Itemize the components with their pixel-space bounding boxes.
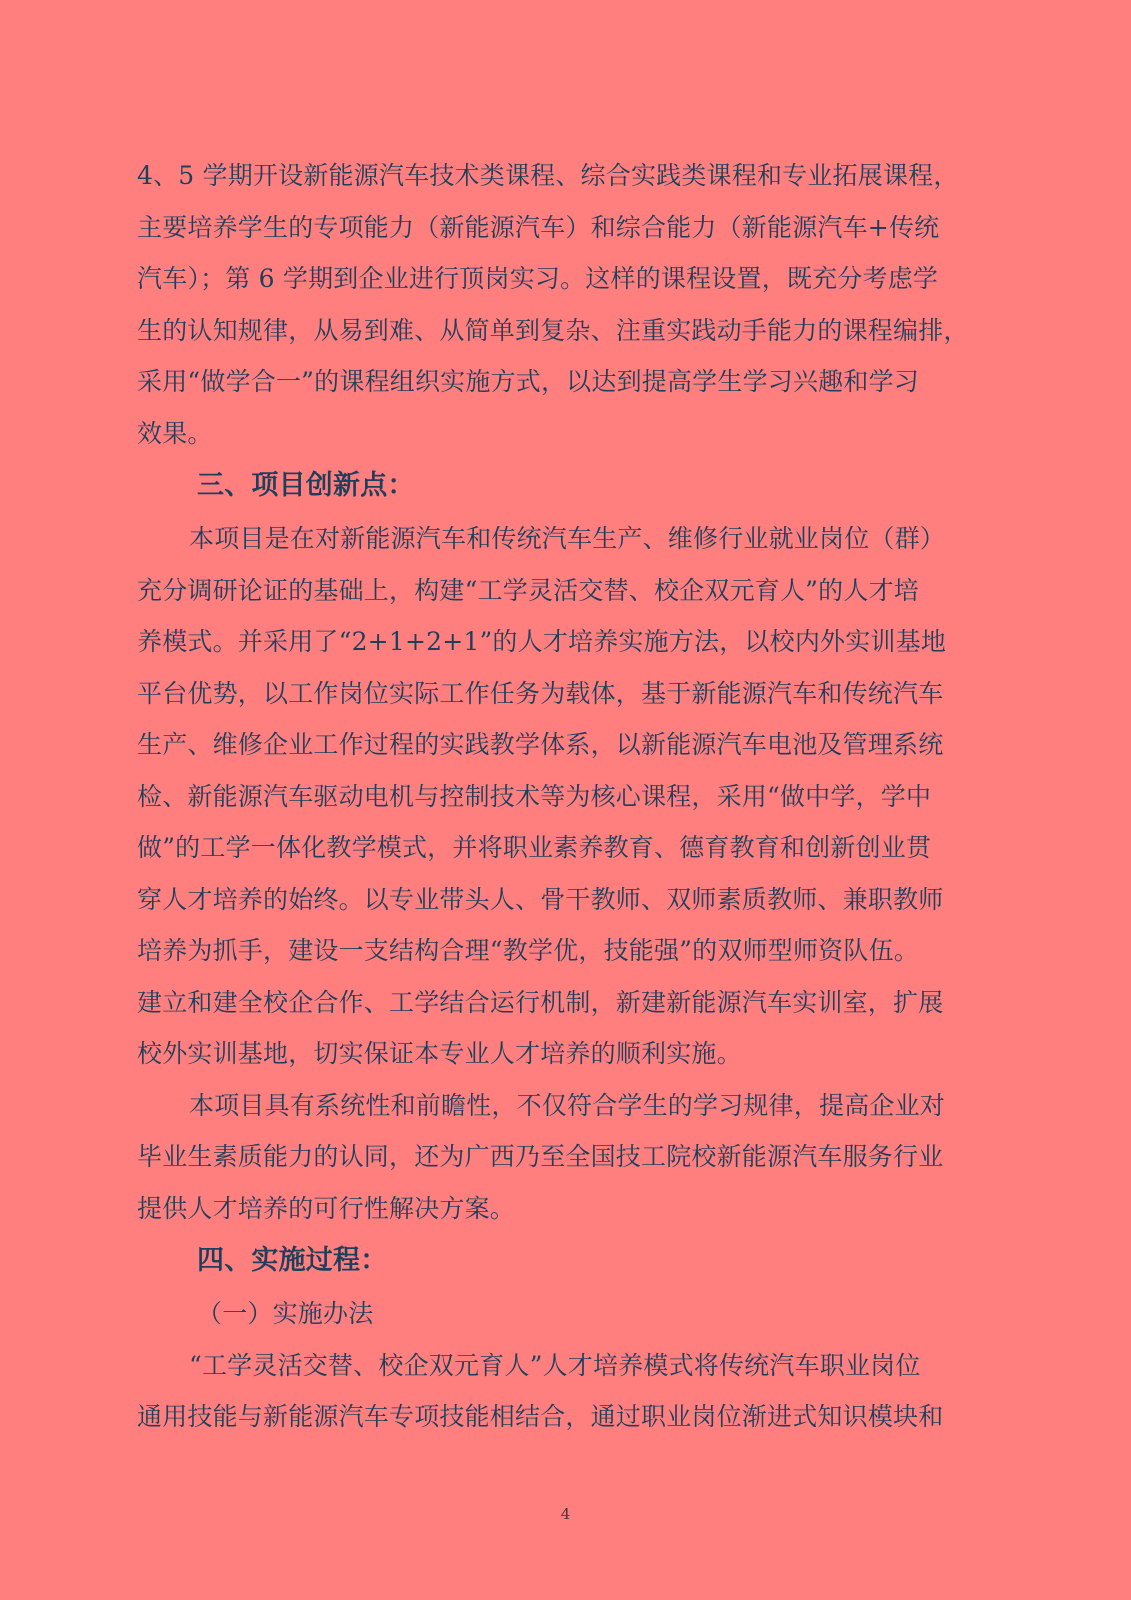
text-line: “工学灵活交替、校企双元育人”人才培养模式将传统汽车职业岗位 xyxy=(189,1350,921,1380)
text-line: 做”的工学一体化教学模式，并将职业素养教育、德育教育和创新创业贯 xyxy=(137,833,932,862)
paragraph-significance xyxy=(137,1080,997,1235)
text-line: 校外实训基地，切实保证本专业人才培养的顺利实施。 xyxy=(137,1039,742,1068)
text-line: 生产、维修企业工作过程的实践教学体系，以新能源汽车电池及管理系统 xyxy=(137,730,944,759)
document-body xyxy=(137,150,997,1443)
text-line: 提供人才培养的可行性解决方案。 xyxy=(137,1193,516,1223)
text-line: 培养为抓手，建设一支结构合理“教学优，技能强”的双师型师资队伍。 xyxy=(137,936,919,965)
paragraph-methods xyxy=(137,1340,997,1443)
paragraph-innovation xyxy=(137,513,997,1080)
text-line: 穿人才培养的始终。以专业带头人、骨干教师、双师素质教师、兼职教师 xyxy=(137,884,944,914)
text-line: 平台优势，以工作岗位实际工作任务为载体，基于新能源汽车和传统汽车 xyxy=(137,678,944,708)
text-line: 养模式。并采用了“2+1+2+1”的人才培养实施方法，以校内外实训基地 xyxy=(137,627,947,656)
page-number: 4 xyxy=(560,1505,571,1523)
text-line: 通用技能与新能源汽车专项技能相结合，通过职业岗位渐进式知识模块和 xyxy=(137,1402,944,1431)
subsection-heading-methods: （一）实施办法 xyxy=(197,1299,374,1328)
text-line: 建立和建全校企合作、工学结合运行机制，新建新能源汽车实训室，扩展 xyxy=(137,987,944,1017)
text-line: 生的认知规律，从易到难、从简单到复杂、注重实践动手能力的课程编排， xyxy=(137,315,969,345)
section-heading-innovation: 三、项目创新点： xyxy=(197,470,415,501)
text-line: 主要培养学生的专项能力（新能源汽车）和综合能力（新能源汽车+传统 xyxy=(137,212,940,242)
text-line: 采用“做学合一”的课程组织实施方式，以达到提高学生学习兴趣和学习 xyxy=(137,367,919,396)
section-heading-implementation: 四、实施过程： xyxy=(197,1245,388,1276)
paragraph-course-arrangement xyxy=(137,150,997,459)
text-line: 本项目是在对新能源汽车和传统汽车生产、维修行业就业岗位（群） xyxy=(189,524,946,553)
text-line: 汽车）；第 6 学期到企业进行顶岗实习。这样的课程设置，既充分考虑学 xyxy=(137,264,939,293)
text-line: 检、新能源汽车驱动电机与控制技术等为核心课程，采用“做中学，学中 xyxy=(137,781,932,811)
text-line: 本项目具有系统性和前瞻性，不仅符合学生的学习规律，提高企业对 xyxy=(189,1090,946,1120)
text-line: 充分调研论证的基础上，构建“工学灵活交替、校企双元育人”的人才培 xyxy=(137,575,919,605)
text-line: 效果。 xyxy=(137,418,213,448)
text-line: 4、5 学期开设新能源汽车技术类课程、综合实践类课程和专业拓展课程， xyxy=(137,161,959,190)
text-line: 毕业生素质能力的认同，还为广西乃至全国技工院校新能源汽车服务行业 xyxy=(137,1142,944,1171)
